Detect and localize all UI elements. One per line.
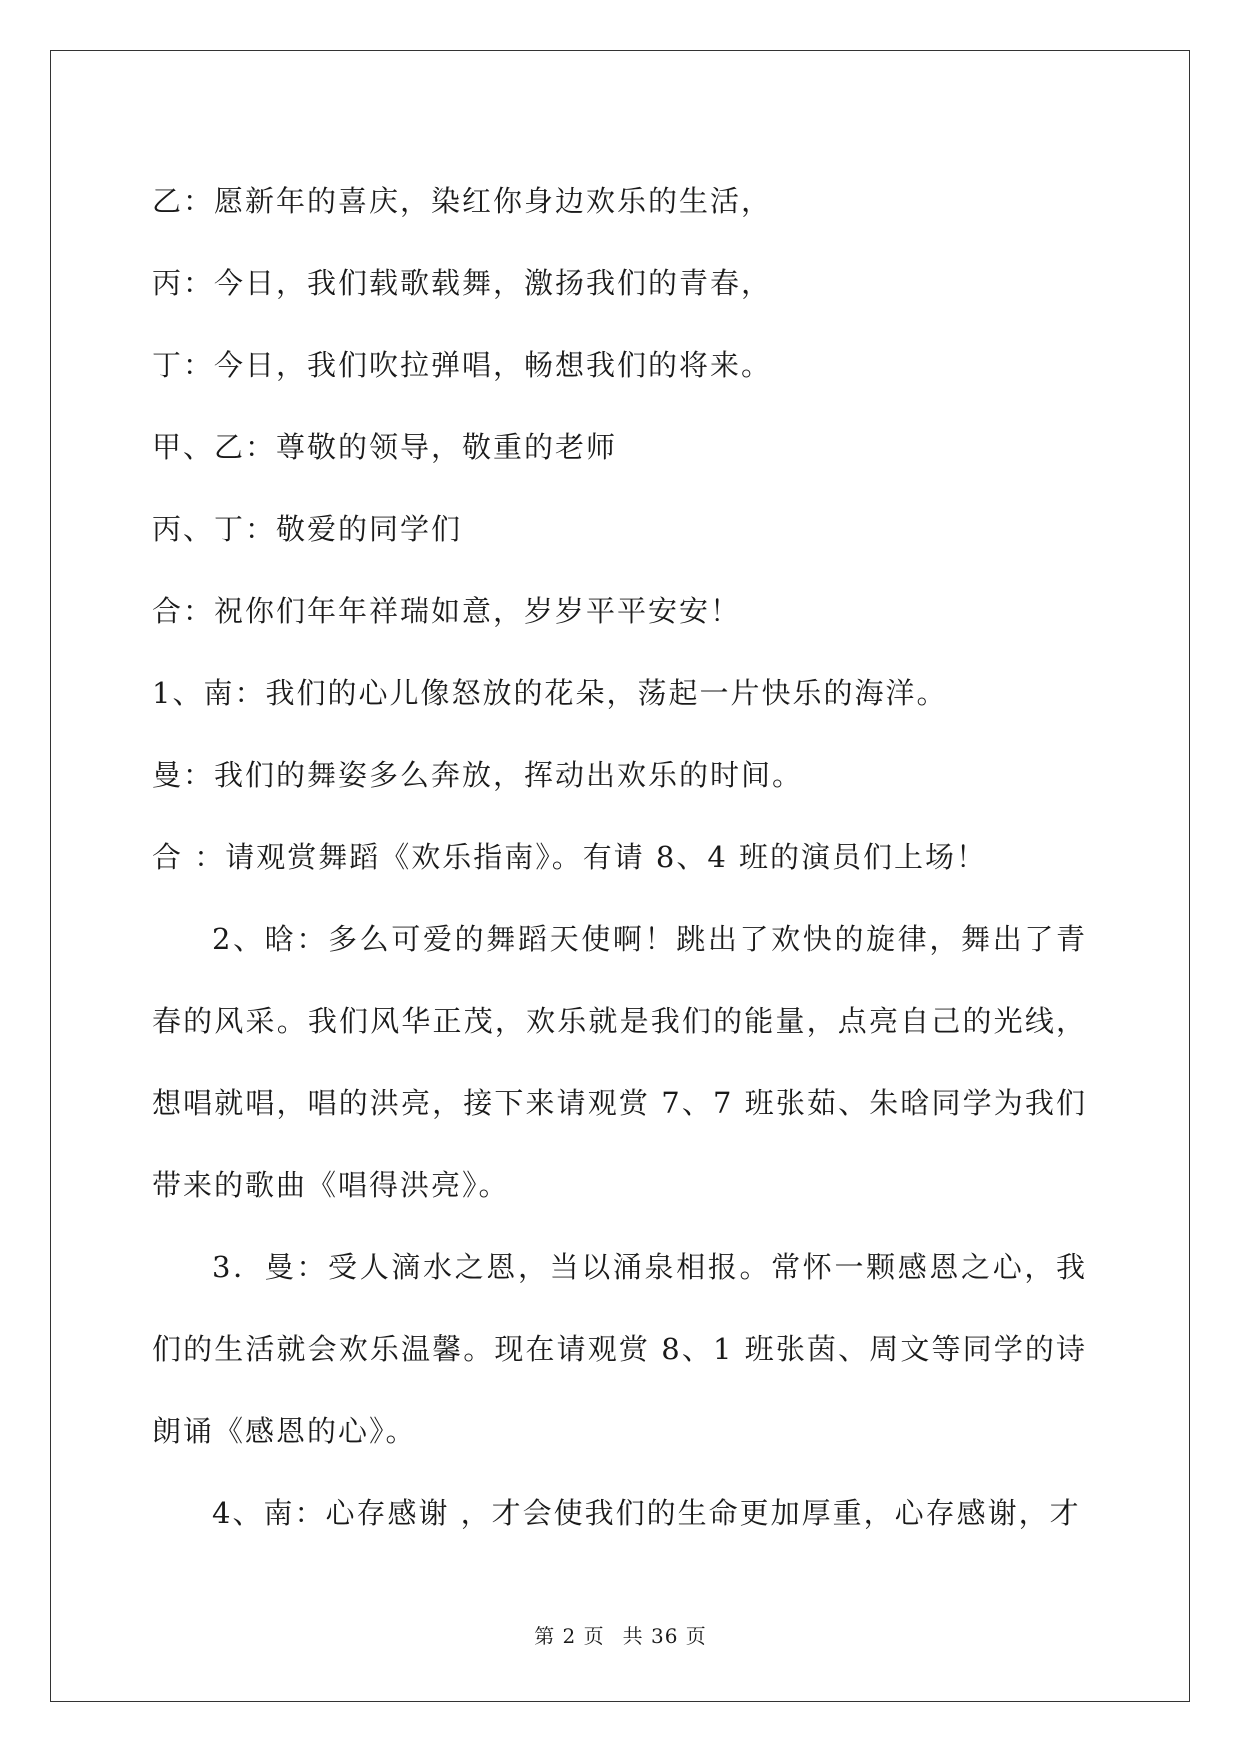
document-body	[152, 160, 1087, 1554]
script-line-man: 曼：我们的舞姿多么奔放，挥动出欢乐的时间。	[152, 758, 804, 792]
script-line-bing-ding: 丙、丁：敬爱的同学们	[152, 512, 463, 546]
script-line-jia-yi: 甲、乙：尊敬的领导，敬重的老师	[152, 430, 618, 464]
paragraph-4-nan: 4、南：心存感谢 ，才会使我们的生命更加厚重，心存感谢，才	[212, 1496, 1081, 1530]
page-number: 第 2 页	[534, 1624, 605, 1648]
paragraph-3-man: 3．曼：受人滴水之恩，当以涌泉相报。常怀一颗感恩之心，我们的生活就会欢乐温馨。现在请观赏 8、1 班张茵、周文等同学的诗朗诵《感恩的心》。	[152, 1250, 1087, 1448]
script-line-yi: 乙：愿新年的喜庆，染红你身边欢乐的生活，	[152, 184, 773, 218]
script-line-1-nan: 1、南：我们的心儿像怒放的花朵，荡起一片快乐的海洋。	[152, 676, 948, 710]
script-line-he: 合：祝你们年年祥瑞如意，岁岁平平安安！	[152, 594, 742, 628]
paragraph-2-han: 2、晗：多么可爱的舞蹈天使啊！跳出了欢快的旋律，舞出了青春的风采。我们风华正茂，欢乐就是我们的能量，点亮自己的光线，想唱就唱，唱的洪亮，接下来请观赏 7、7 班张茹、朱晗同学为我们带来的歌曲《唱得洪亮》。	[152, 922, 1087, 1202]
script-line-bing: 丙：今日，我们载歌载舞，激扬我们的青春，	[152, 266, 773, 300]
script-line-he-dance: 合 ：请观赏舞蹈《欢乐指南》。有请 8、4 班的演员们上场！	[152, 840, 988, 874]
script-line-ding: 丁：今日，我们吹拉弹唱，畅想我们的将来。	[152, 348, 773, 382]
page-footer	[0, 1620, 1241, 1649]
page-total: 共 36 页	[622, 1624, 707, 1648]
